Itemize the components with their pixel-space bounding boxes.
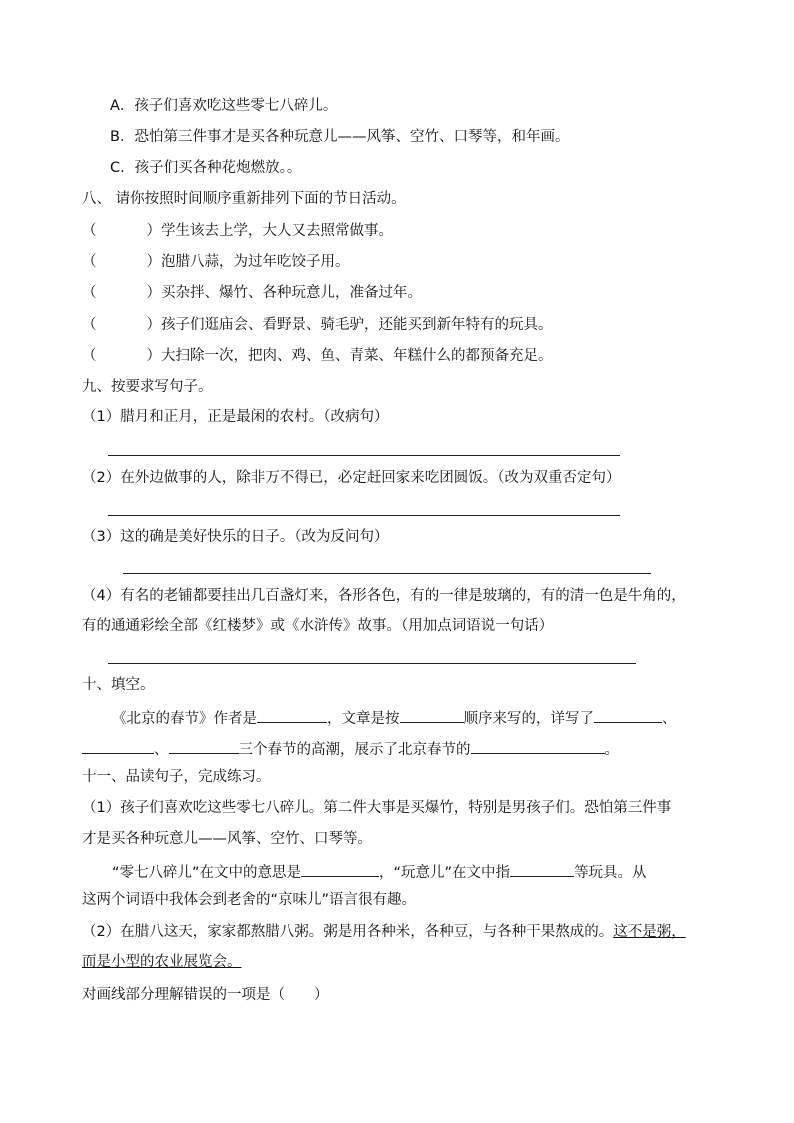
- q11-passage-1: （1）孩子们喜欢吃这些零七八碎儿。第二件大事是买爆竹，特别是男孩子们。恐怕第三件事: [82, 800, 672, 816]
- q11-passage-1-cont: 才是买各种玩意儿——风筝、空竹、口琴等。: [82, 831, 372, 847]
- q8-item-text: 大扫除一次，把肉、鸡、鱼、青菜、年糕什么的都预备充足。: [161, 348, 553, 364]
- q11-passage-2: [82, 922, 686, 942]
- q10-fill-line-1: [112, 706, 677, 729]
- q11-question-2: 对画线部分理解错误的一项是（ ）: [82, 987, 329, 1003]
- q8-item: [82, 283, 422, 303]
- q7-option-c: C．孩子们买各种花炮燃放。。: [110, 160, 302, 176]
- fill-blank-meaning[interactable]: [301, 860, 379, 877]
- underlined-text: 这不是粥，: [613, 924, 686, 940]
- paren-open: （: [82, 285, 97, 301]
- q8-item: [82, 221, 393, 241]
- q9-sentence-4-cont: 有的通通彩绘全部《红楼梦》或《水浒传》故事。（用加点词语说一句话）: [82, 618, 554, 634]
- q11-text: ，“玩意儿”在文中指: [379, 865, 511, 881]
- paren-close: ）: [146, 317, 161, 333]
- answer-line[interactable]: [108, 663, 636, 664]
- paren-close: ）: [146, 223, 161, 239]
- fill-blank-detail-2[interactable]: [82, 737, 154, 754]
- fill-blank-author[interactable]: [257, 706, 327, 723]
- paren-open: （: [82, 317, 97, 333]
- fill-blank-detail-3[interactable]: [169, 737, 239, 754]
- q8-item-text: 泡腊八蒜，为过年吃饺子用。: [161, 254, 350, 270]
- q10-text: 顺序来写的，详写了: [463, 711, 594, 727]
- answer-line[interactable]: [123, 573, 651, 574]
- q10-text: 《北京的春节》作者是: [112, 711, 257, 727]
- q8-item: [82, 315, 553, 335]
- q10-text: 。: [604, 742, 619, 758]
- q11-question-1-cont: 这两个词语中我体会到老舍的“京味儿”语言很有趣。: [82, 892, 417, 908]
- q7-option-a: A．孩子们喜欢吃这些零七八碎儿。: [110, 98, 338, 114]
- q10-title: 十、填空。: [82, 677, 155, 693]
- q9-sentence-1: （1）腊月和正月，正是最闲的农村。（改病句）: [82, 409, 389, 425]
- q8-item: [82, 346, 553, 366]
- q11-title: 十一、品读句子，完成练习。: [82, 769, 271, 785]
- paren-close: ）: [146, 348, 161, 364]
- q11-text: （2）在腊八这天，家家都熬腊八粥。粥是用各种米，各种豆，与各种干果熬成的。: [82, 924, 614, 940]
- q9-sentence-4: （4）有名的老铺都要挂出几百盏灯来，各形各色，有的一律是玻璃的，有的清一色是牛角的，: [82, 588, 686, 604]
- q9-title: 九、按要求写句子。: [82, 379, 213, 395]
- q10-text: 、: [662, 711, 677, 727]
- paren-close: ）: [146, 254, 161, 270]
- fill-blank-detail-1[interactable]: [594, 706, 662, 723]
- q8-item: [82, 252, 350, 272]
- answer-line[interactable]: [108, 515, 620, 516]
- fill-blank-toys[interactable]: [510, 860, 574, 877]
- q7-option-b: B．恐怕第三件事才是买各种玩意儿——风筝、空竹、口琴等，和年画。: [110, 129, 570, 145]
- answer-line[interactable]: [108, 455, 620, 456]
- fill-blank-theme[interactable]: [471, 737, 605, 754]
- paren-open: （: [82, 348, 97, 364]
- q8-title: 八、 请你按照时间顺序重新排列下面的节日活动。: [82, 191, 406, 207]
- q10-text: 三个春节的高潮，展示了北京春节的: [238, 742, 471, 758]
- paren-open: （: [82, 223, 97, 239]
- q8-item-text: 学生该去上学，大人又去照常做事。: [161, 223, 393, 239]
- q11-question-1: [112, 860, 647, 883]
- underlined-text: 而是小型的农业展览会。: [82, 954, 242, 970]
- q10-text: ，文章是按: [327, 711, 400, 727]
- paren-close: ）: [146, 285, 161, 301]
- fill-blank-order[interactable]: [400, 706, 464, 723]
- q11-text: 等玩具。从: [574, 865, 647, 881]
- paren-open: （: [82, 254, 97, 270]
- q10-fill-line-2: [82, 737, 619, 760]
- q8-item-text: 孩子们逛庙会、看野景、骑毛驴，还能买到新年特有的玩具。: [161, 317, 553, 333]
- q11-passage-2-cont: [82, 952, 242, 972]
- q8-item-text: 买杂拌、爆竹、各种玩意儿，准备过年。: [161, 285, 422, 301]
- q9-sentence-3: （3）这的确是美好快乐的日子。（改为反问句）: [82, 529, 389, 545]
- q11-text: “零七八碎儿”在文中的意思是: [112, 865, 302, 881]
- q10-text: 、: [154, 742, 169, 758]
- q9-sentence-2: （2）在外边做事的人，除非万不得已，必定赶回家来吃团圆饭。（改为双重否定句）: [82, 470, 621, 486]
